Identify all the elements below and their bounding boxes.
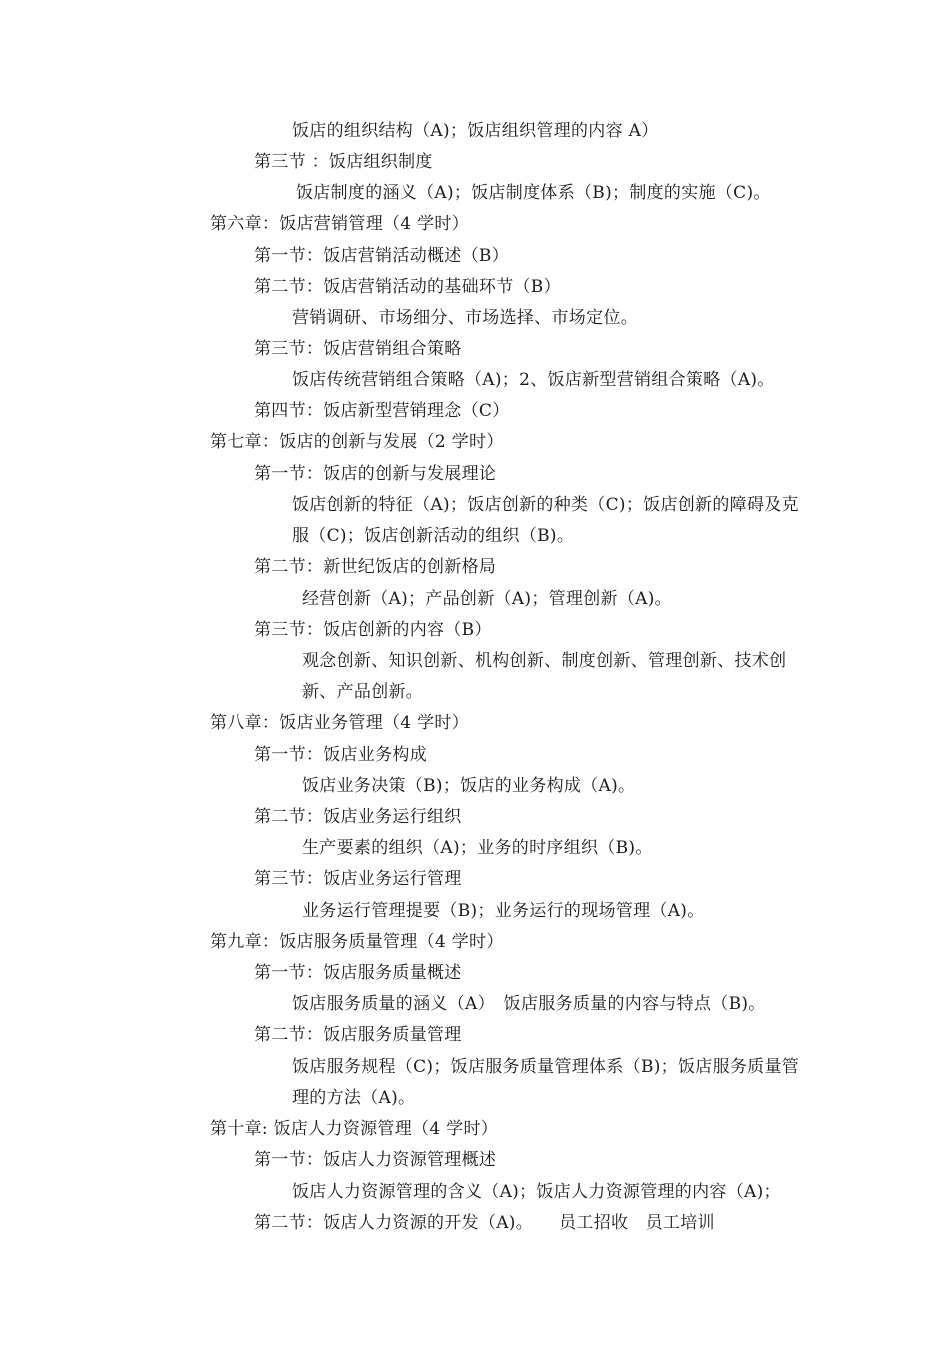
section-heading: 第三节：饭店营销组合策略 — [254, 339, 462, 359]
section-heading: 第三节：饭店创新的内容（B） — [254, 620, 492, 640]
section-heading: 第三节：饭店业务运行管理 — [254, 869, 462, 889]
body-text: 饭店服务规程（C)；饭店服务质量管理体系（B)；饭店服务质量管 — [292, 1057, 800, 1077]
chapter-heading: 第六章：饭店营销管理（4 学时） — [210, 214, 470, 234]
section-heading: 第二节：饭店业务运行组织 — [254, 807, 462, 827]
section-heading: 第二节：新世纪饭店的创新格局 — [254, 557, 497, 577]
section-heading: 第一节：饭店人力资源管理概述 — [254, 1150, 497, 1170]
body-text: 饭店人力资源管理的含义（A)；饭店人力资源管理的内容（A)； — [292, 1182, 781, 1202]
chapter-heading: 第十章: 饭店人力资源管理（4 学时） — [210, 1119, 499, 1139]
body-text: 新、产品创新。 — [302, 682, 424, 702]
section-heading: 第二节：饭店服务质量管理 — [254, 1025, 462, 1045]
chapter-heading: 第八章：饭店业务管理（4 学时） — [210, 713, 470, 733]
body-text: 饭店服务质量的涵义（A） 饭店服务质量的内容与特点（B)。 — [292, 994, 766, 1014]
body-text: 生产要素的组织（A)；业务的时序组织（B)。 — [302, 838, 653, 858]
section-heading: 第四节：饭店新型营销理念（C） — [254, 401, 510, 421]
body-text: 饭店创新的特征（A)；饭店创新的种类（C)；饭店创新的障碍及克 — [292, 495, 799, 515]
body-text: 经营创新（A)；产品创新（A)；管理创新（A)。 — [302, 589, 672, 609]
section-heading: 第二节：饭店营销活动的基础环节（B） — [254, 277, 561, 297]
section-heading: 第一节：饭店服务质量概述 — [254, 963, 462, 983]
body-text: 饭店的组织结构（A)；饭店组织管理的内容 A） — [292, 121, 659, 141]
chapter-heading: 第七章：饭店的创新与发展（2 学时） — [210, 432, 504, 452]
body-text: 营销调研、市场细分、市场选择、市场定位。 — [292, 308, 638, 328]
body-text: 观念创新、知识创新、机构创新、制度创新、管理创新、技术创 — [302, 651, 787, 671]
body-text: 饭店制度的涵义（A)；饭店制度体系（B)；制度的实施（C)。 — [296, 183, 771, 203]
body-text: 理的方法（A)。 — [292, 1088, 416, 1108]
section-heading: 第一节：饭店营销活动概述（B） — [254, 246, 509, 266]
section-heading: 第二节：饭店人力资源的开发（A)。 员工招收 员工培训 — [254, 1213, 715, 1233]
body-text: 服（C)；饭店创新活动的组织（B)。 — [292, 526, 575, 546]
section-heading: 第一节：饭店的创新与发展理论 — [254, 464, 497, 484]
section-heading: 第一节：饭店业务构成 — [254, 745, 427, 765]
chapter-heading: 第九章：饭店服务质量管理（4 学时） — [210, 932, 504, 952]
body-text: 业务运行管理提要（B)；业务运行的现场管理（A)。 — [302, 901, 705, 921]
section-heading: 第三节 ：饭店组织制度 — [254, 152, 433, 172]
body-text: 饭店传统营销组合策略（A)；2、饭店新型营销组合策略（A)。 — [292, 370, 775, 390]
body-text: 饭店业务决策（B)；饭店的业务构成（A)。 — [302, 776, 636, 796]
